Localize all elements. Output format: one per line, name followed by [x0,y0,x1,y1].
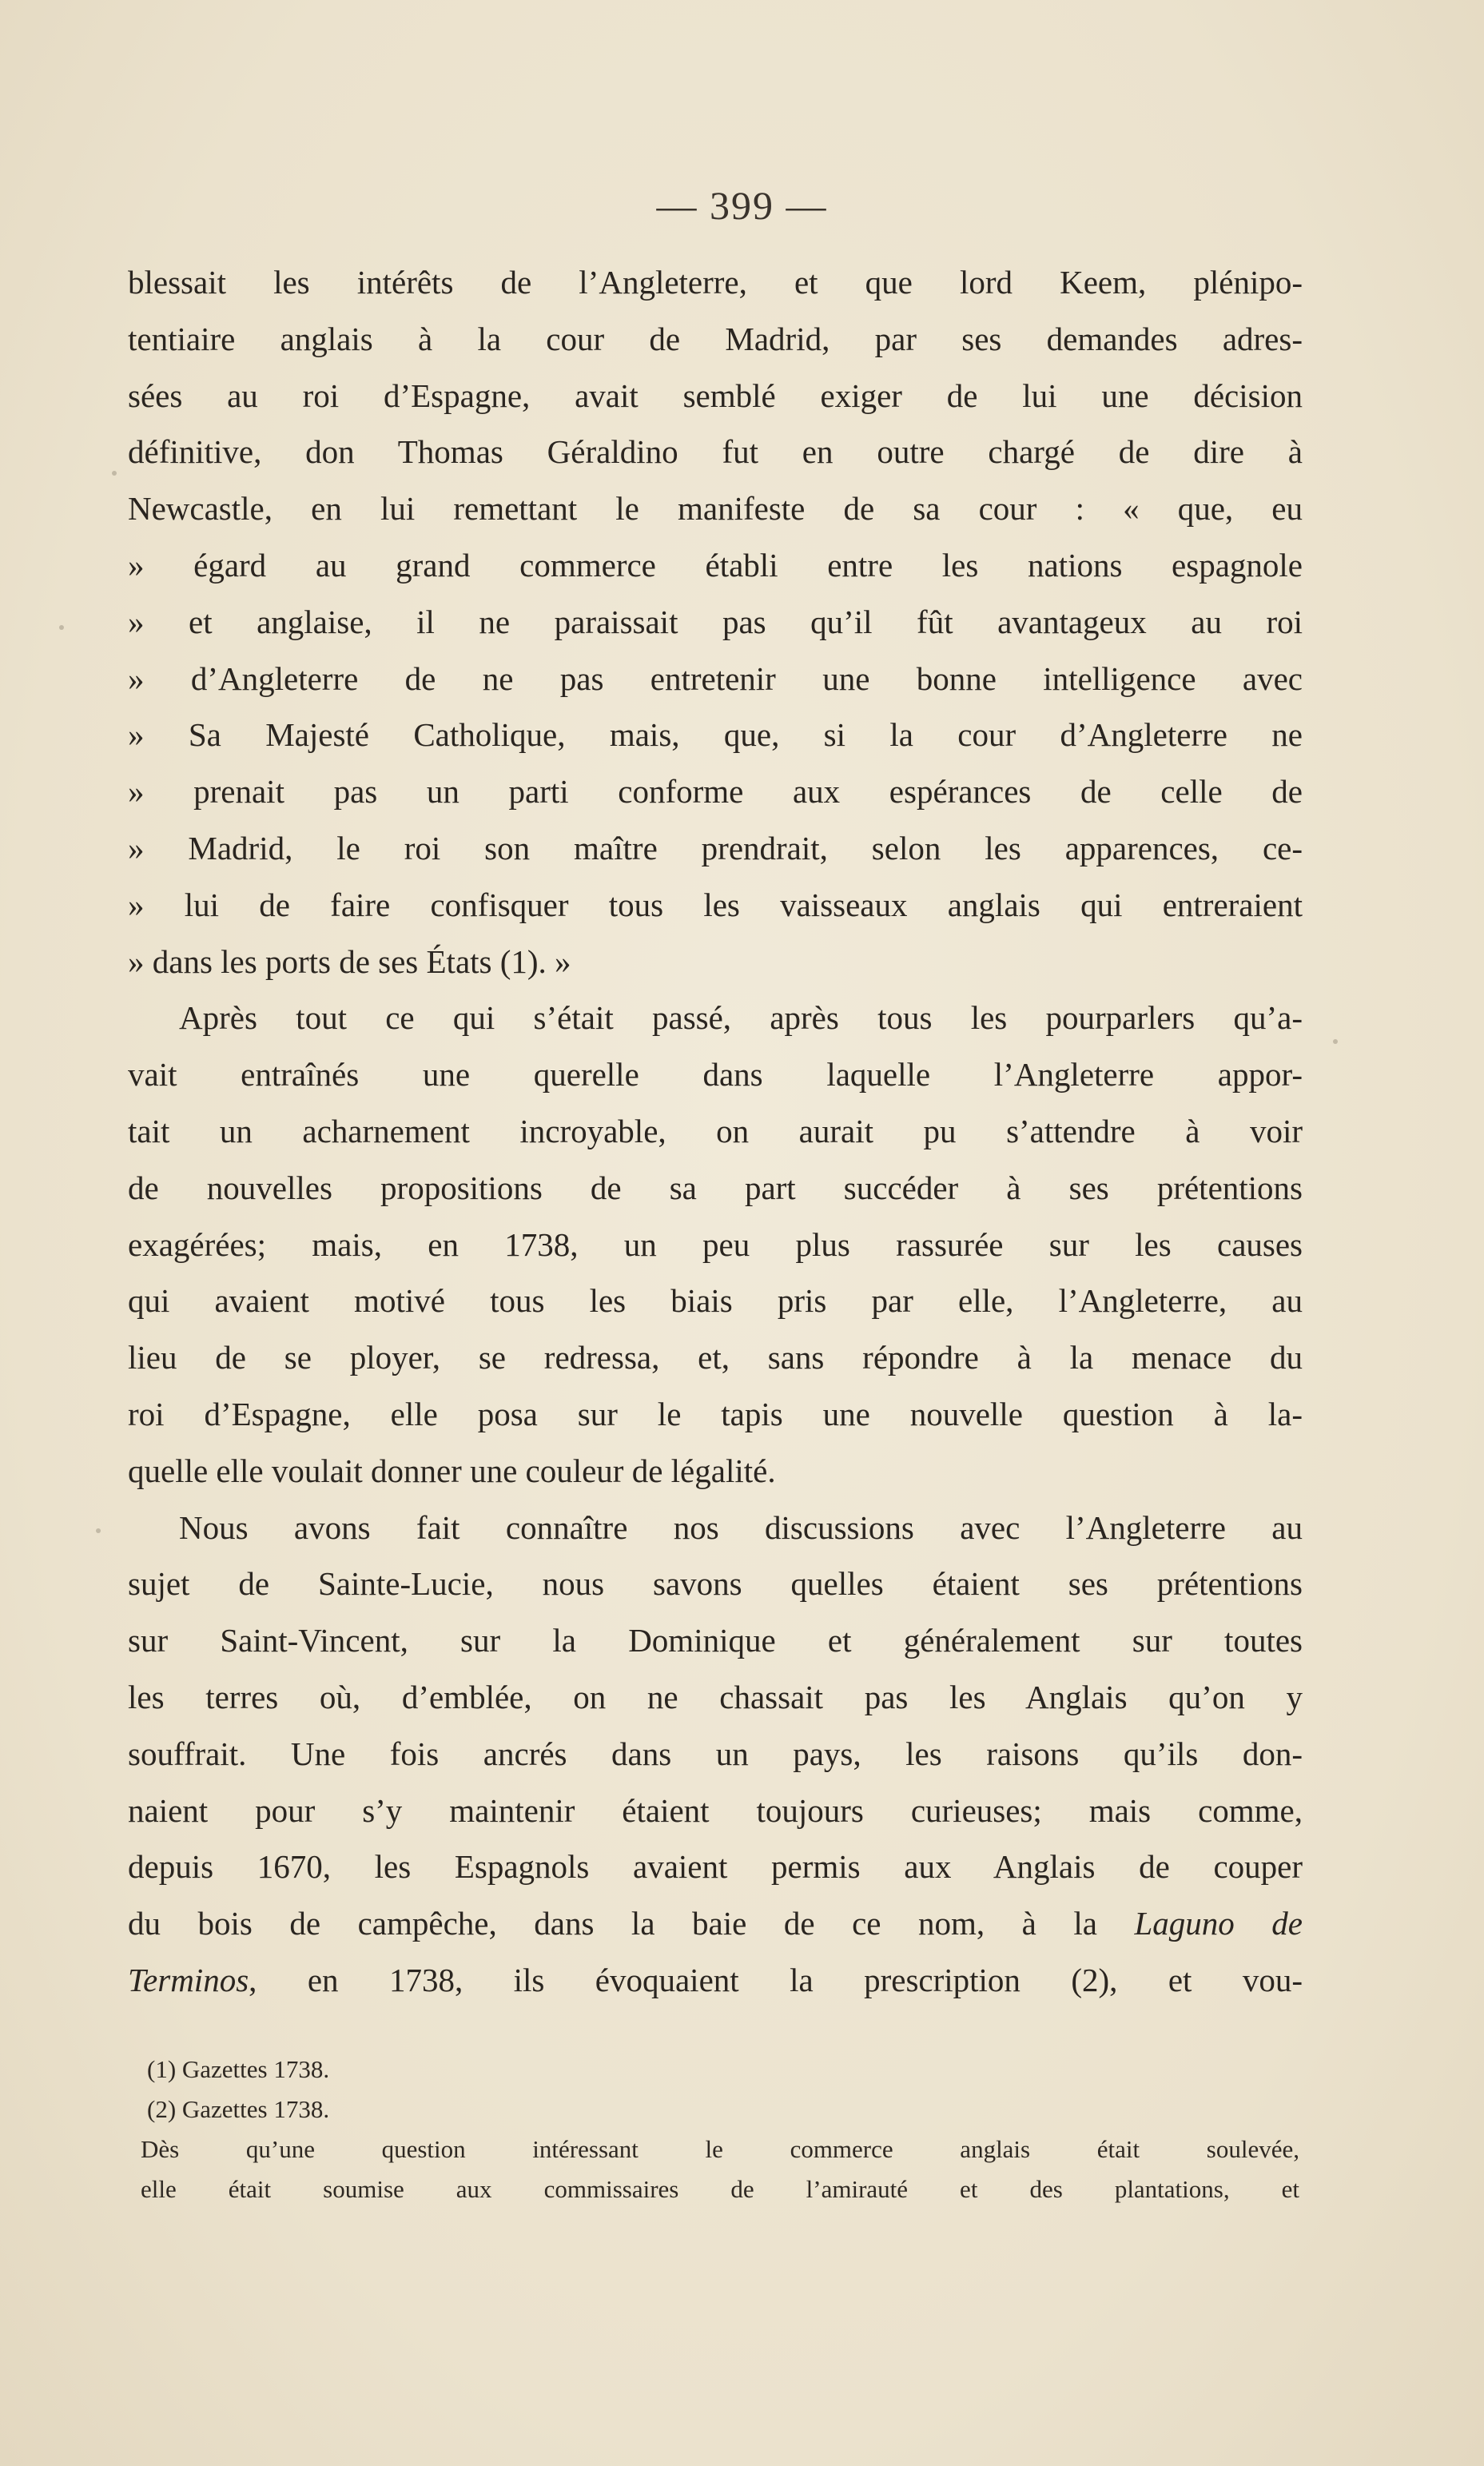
text-line-with-italic [128,1895,1303,1952]
text-line: sur Saint-Vincent, sur la Dominique et généralement sur toutes [128,1622,1303,1659]
paper-speck [59,625,64,630]
text-line: quelle elle voulait donner une couleur de légalité. [128,1452,776,1489]
text-line: souffrait. Une fois ancrés dans un pays, les raisons qu’ils don- [128,1735,1303,1772]
text-line: exagérées; mais, en 1738, un peu plus rassurée sur les causes [128,1225,1303,1263]
footnote-note: elle était soumise aux commissaires de l’amirauté et des plantations, et [141,2175,1299,2203]
paper-speck [96,1528,101,1533]
text-line: définitive, don Thomas Géraldino fut en outre chargé de dire à [128,433,1303,471]
paragraph-start-line: Nous avons fait connaître nos discussions avec l’Angleterre au [179,1508,1303,1546]
text-line: » prenait pas un parti conforme aux espérances de celle de [128,773,1303,811]
footnote-note: Dès qu’une question intéressant le commerce anglais était soulevée, [141,2135,1299,2163]
text-line: » Sa Majesté Catholique, mais, que, si la cour d’Angleterre ne [128,716,1303,754]
text-line: » et anglaise, il ne paraissait pas qu’il fût avantageux au roi [128,603,1303,640]
italic-place-name: Terminos [128,1961,249,1998]
body-text [128,254,1303,2009]
text-line: qui avaient motivé tous les biais pris par elle, l’Angleterre, au [128,1282,1303,1320]
text-line: les terres où, d’emblée, on ne chassait pas les Anglais qu’on y [128,1678,1303,1715]
footnote: (1) Gazettes 1738. [147,2055,330,2083]
italic-place-name: Laguno de [1134,1905,1303,1942]
text-line: » dans les ports de ses États (1). » [128,942,571,980]
text-line: » d’Angleterre de ne pas entretenir une bonne intelligence avec [128,659,1303,697]
text-line: blessait les intérêts de l’Angleterre, et que lord Keem, plénipo- [128,264,1303,301]
text-line: vait entraînés une querelle dans laquelle l’Angleterre appor- [128,1056,1303,1094]
text-line: de nouvelles propositions de sa part succéder à ses prétentions [128,1169,1303,1206]
paragraph-start-line: Après tout ce qui s’était passé, après tous les pourparlers qu’a- [179,999,1303,1037]
text-segment: , en 1738, ils évoquaient la prescription (2), et vou- [249,1961,1303,1998]
text-line: » égard au grand commerce établi entre les nations espagnole [128,546,1303,584]
text-line: depuis 1670, les Espagnols avaient permis aux Anglais de couper [128,1848,1303,1886]
text-line: » Madrid, le roi son maître prendrait, selon les apparences, ce- [128,829,1303,866]
text-line: tait un acharnement incroyable, on aurait pu s’attendre à voir [128,1112,1303,1149]
text-line-with-italic [128,1952,1303,2009]
text-line: naient pour s’y maintenir étaient toujours curieuses; mais comme, [128,1791,1303,1829]
text-line: sujet de Sainte-Lucie, nous savons quelles étaient ses prétentions [128,1565,1303,1603]
text-segment: du bois de campêche, dans la baie de ce nom, à la [128,1905,1135,1942]
paper-speck [112,471,117,476]
paper-speck [1333,1039,1338,1044]
text-line: lieu de se ployer, se redressa, et, sans répondre à la menace du [128,1339,1303,1376]
text-line: roi d’Espagne, elle posa sur le tapis une nouvelle question à la- [128,1395,1303,1432]
text-line: » lui de faire confisquer tous les vaisseaux anglais qui entreraient [128,886,1303,923]
text-line: Newcastle, en lui remettant le manifeste de sa cour : « que, eu [128,490,1303,528]
text-line: sées au roi d’Espagne, avait semblé exiger de lui une décision [128,376,1303,414]
page-number: — 399 — [656,183,828,228]
text-line: tentiaire anglais à la cour de Madrid, par ses demandes adres- [128,320,1303,357]
footnote: (2) Gazettes 1738. [147,2095,330,2123]
footnotes [141,2050,1299,2209]
